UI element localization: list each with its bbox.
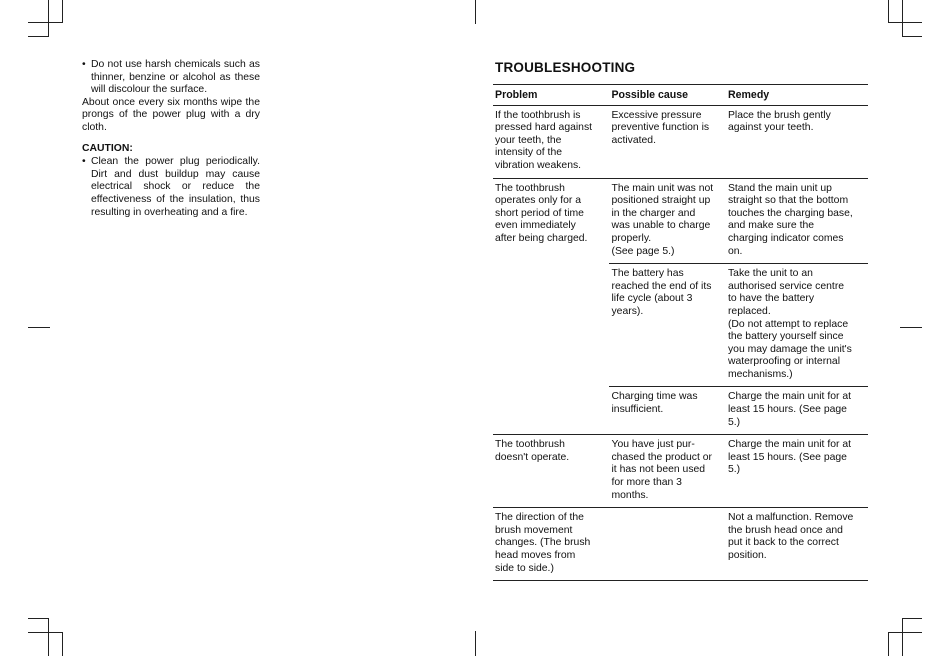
left-page-content xyxy=(82,59,260,219)
remedy-cell: Charge the main unit for at least 15 hours. (See page 5.) xyxy=(726,435,868,508)
cause-cell: You have just pur- chased the product or it has not been used for more than 3 months. xyxy=(609,435,725,508)
cause-cell: Excessive pressure preventive function is activated. xyxy=(609,105,725,178)
bullet-icon: • xyxy=(82,156,86,168)
table-header-row xyxy=(493,85,868,106)
bullet-icon: • xyxy=(82,59,86,70)
cause-cell: The main unit was not positioned straight up in the charger and was unable to charge properly. (See page 5.) xyxy=(609,178,725,264)
remedy-cell: Place the brush gently against your teeth. xyxy=(726,105,868,178)
plug-cleaning-paragraph: About once every six months wipe the prongs of the power plug with a dry cloth. xyxy=(82,96,260,133)
remedy-cell: Charge the main unit for at least 15 hours. (See page 5.) xyxy=(726,387,868,435)
problem-cell: The toothbrush doesn't operate. xyxy=(493,435,609,508)
page-title: TROUBLESHOOTING xyxy=(495,60,636,75)
problem-column-header: Problem xyxy=(493,85,609,106)
remedy-column-header: Remedy xyxy=(726,85,868,106)
remedy-cell: Take the unit to an authorised service centre to have the battery replaced. (Do not attempt to replace the battery yourself since you may damage the unit's waterproofing or internal mechanisms.) xyxy=(726,264,868,387)
problem-cell: The direction of the brush movement changes. (The brush head moves from side to side.) xyxy=(493,508,609,581)
cause-cell: Charging time was insufficient. xyxy=(609,387,725,435)
cause-column-header: Possible cause xyxy=(609,85,725,106)
table-row xyxy=(493,435,868,508)
cause-cell xyxy=(609,508,725,581)
problem-cell: The toothbrush operates only for a short period of time even immediately after being charged. xyxy=(493,178,609,435)
table-row xyxy=(493,508,868,581)
caution-heading: CAUTION: xyxy=(82,142,133,154)
troubleshooting-table xyxy=(493,84,868,581)
problem-cell: If the toothbrush is pressed hard against your teeth, the intensity of the vibration weakens. xyxy=(493,105,609,178)
chemicals-warning-item xyxy=(82,59,260,97)
plug-caution-item xyxy=(82,156,260,219)
table-row xyxy=(493,105,868,178)
remedy-cell: Not a malfunction. Remove the brush head once and put it back to the correct position. xyxy=(726,508,868,581)
cause-cell: The battery has reached the end of its life cycle (about 3 years). xyxy=(609,264,725,387)
chemicals-warning-text: Do not use harsh chemicals such as thinner, benzine or alcohol as these will discolour the surface. xyxy=(91,59,260,96)
table-row xyxy=(493,178,868,264)
remedy-cell: Stand the main unit up straight so that the bottom touches the charging base, and make sure the charging indicator comes on. xyxy=(726,178,868,264)
plug-caution-text: Clean the power plug periodically. Dirt and dust buildup may cause electrical shock or reduce the effectiveness of the insulation, thus resulting in overheating and a fire. xyxy=(91,156,260,218)
